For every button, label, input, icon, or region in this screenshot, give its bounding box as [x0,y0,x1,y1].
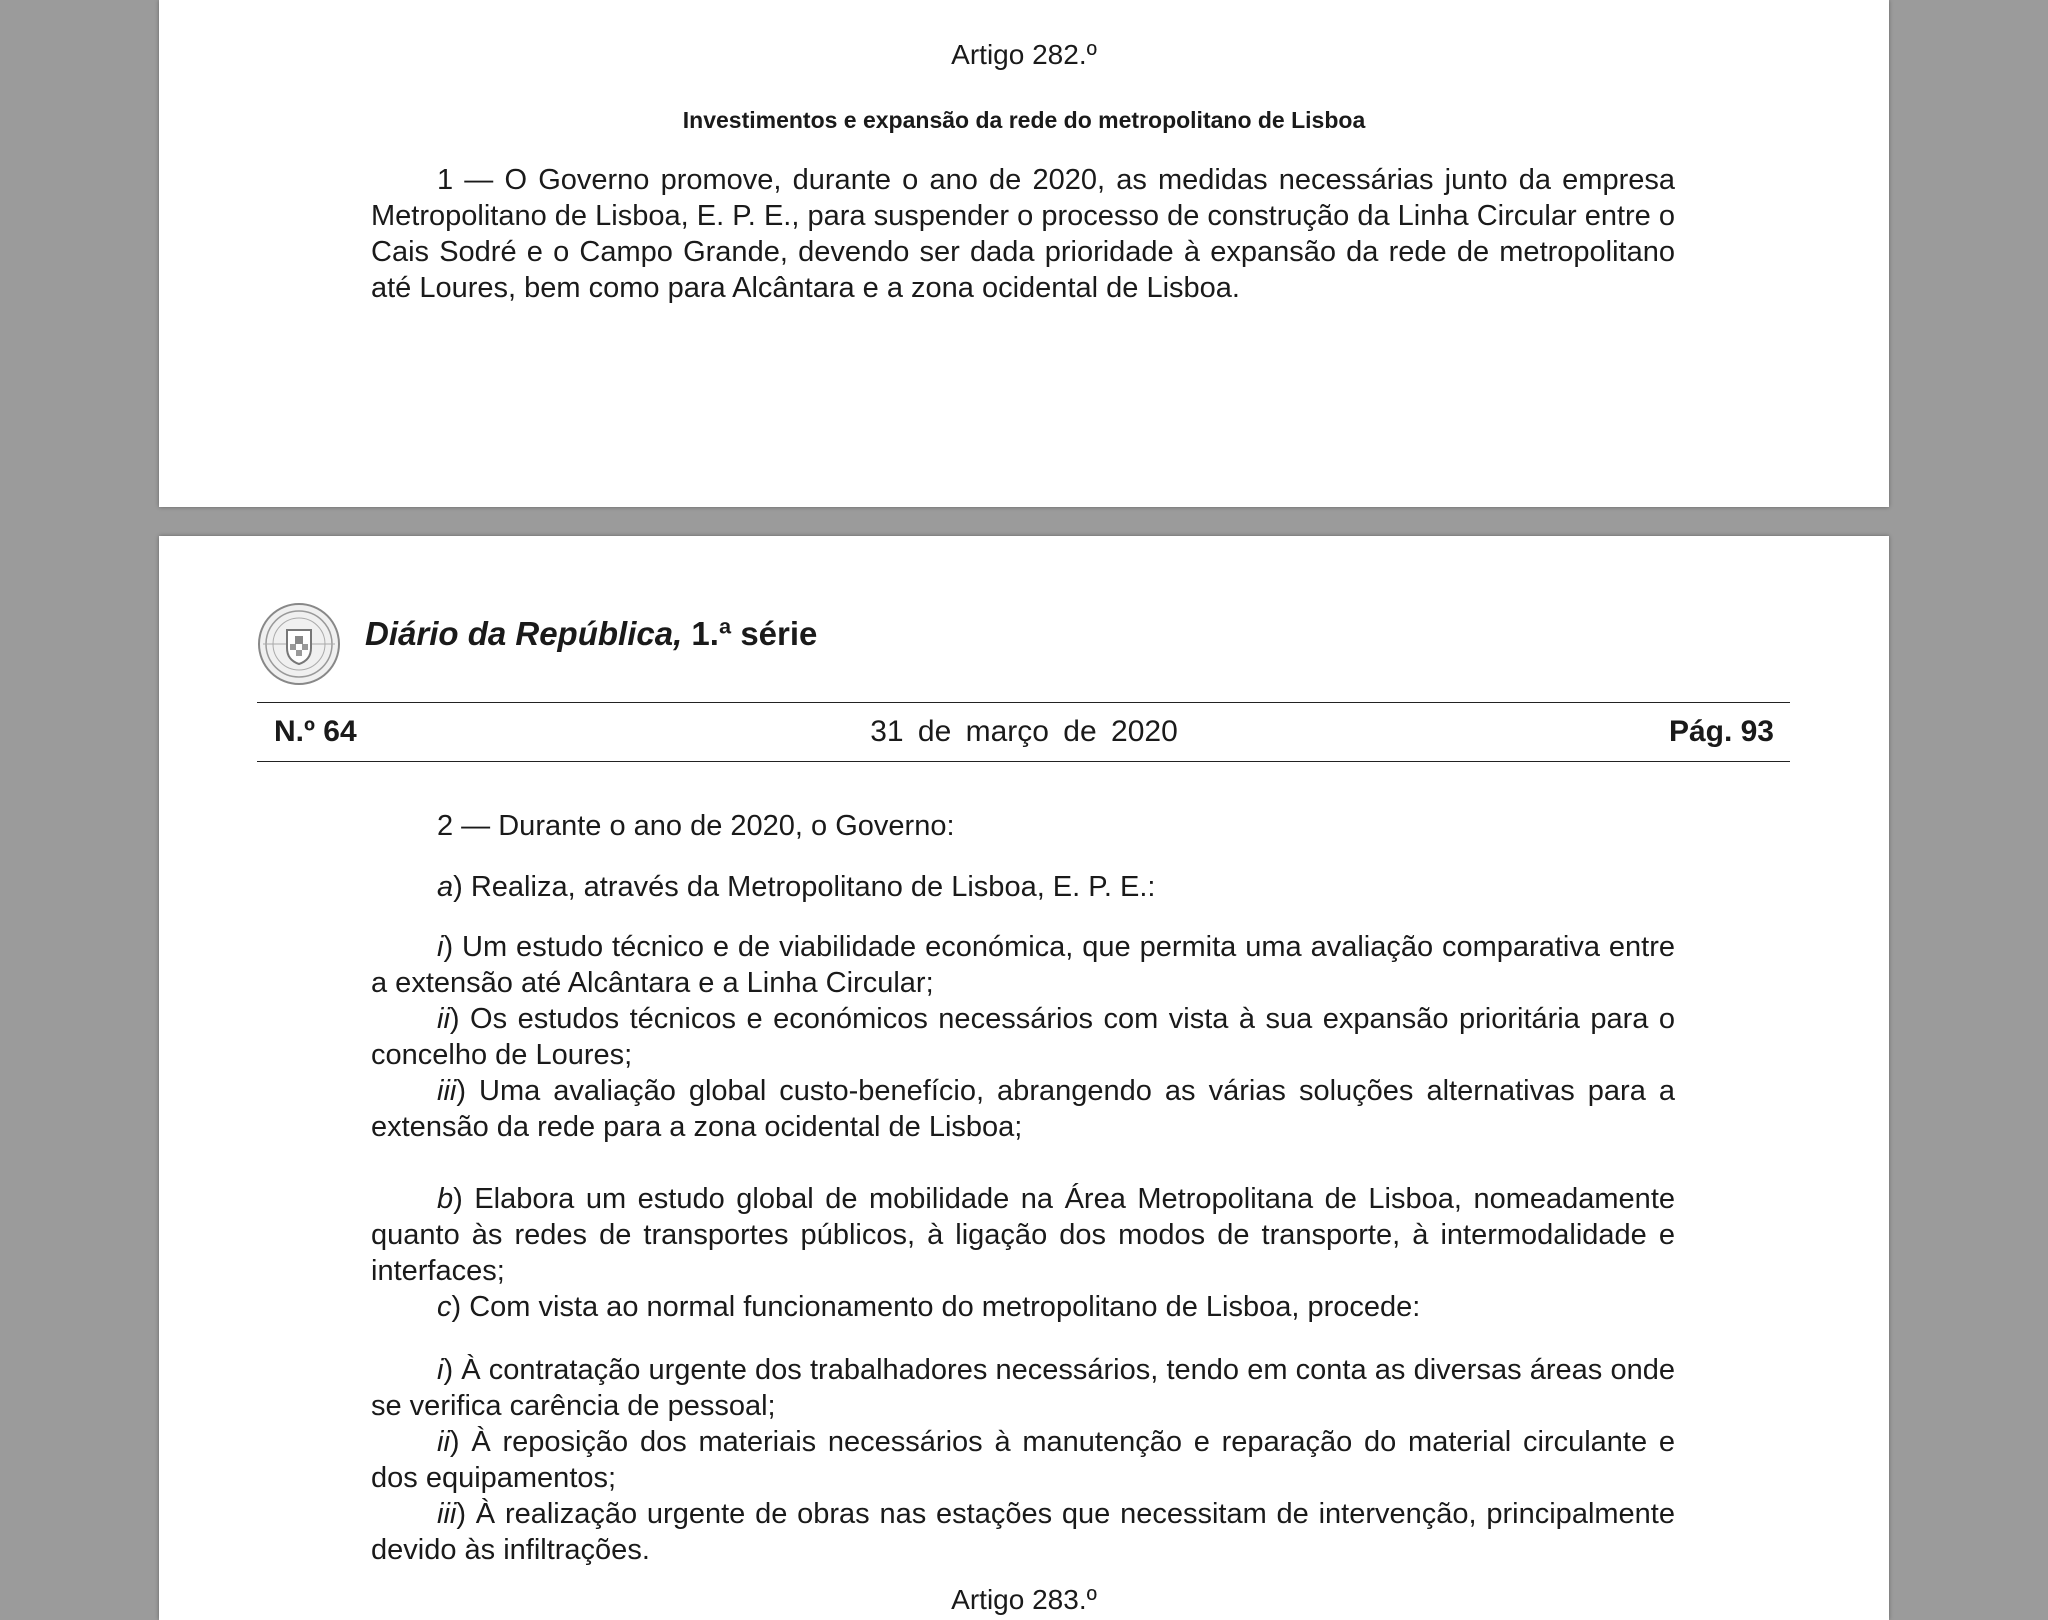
item-a-iii [371,1073,1675,1145]
next-article-title: Artigo 283.º [951,1584,1097,1615]
article-subtitle: Investimentos e expansão da rede do metropolitano de Lisboa [682,107,1366,133]
item-c-ii [371,1424,1675,1496]
item-a [437,869,1155,905]
item-a-i-mark: i [437,931,444,963]
item-c-i-mark: i [437,1354,444,1386]
item-c-iii-text: ) À realização urgente de obras nas estações que necessitam de intervenção, principalmente devido às infiltrações. [371,1498,1675,1566]
journal-series: 1.ª série [682,615,818,652]
item-c-iii-mark: iii [437,1498,457,1530]
item-b [371,1181,1675,1289]
journal-title [365,614,817,654]
item-c [437,1289,1420,1325]
paragraph-1-text: 1 — O Governo promove, durante o ano de 2020, as medidas necessárias junto da empresa Metropolitano de Lisboa, E. P. E., para suspender o processo de construção da Linha Circular entre o Cais Sodré e o Campo Grande, devendo ser dada prioridade à expansão da rede de metropolitano até Loures, bem como para Alcântara e a zona ocidental de Lisboa. [371,164,1675,304]
item-a-text: ) Realiza, através da Metropolitano de Lisboa, E. P. E.: [453,871,1156,903]
issue-number: N.º 64 [274,715,357,748]
header-top-rule [257,702,1790,703]
coat-of-arms-seal-icon [257,602,341,686]
document-page-1 [159,0,1889,507]
item-a-iii-text: ) Uma avaliação global custo-benefício, abrangendo as várias soluções alternativas para a extensão da rede para a zona ocidental de Lisboa; [371,1075,1675,1143]
item-c-ii-mark: ii [437,1426,450,1458]
item-c-text: ) Com vista ao normal funcionamento do metropolitano de Lisboa, procede: [451,1291,1421,1323]
item-c-iii [371,1496,1675,1568]
item-c-ii-text: ) À reposição dos materiais necessários à manutenção e reparação do material circulante e dos equipamentos; [371,1426,1675,1494]
item-a-i [371,929,1675,1001]
item-a-ii-text: ) Os estudos técnicos e económicos necessários com vista à sua expansão prioritária para o concelho de Loures; [371,1003,1675,1071]
item-b-text: ) Elabora um estudo global de mobilidade na Área Metropolitana de Lisboa, nomeadamente quanto às redes de transportes públicos, à ligação dos modos de transporte, à intermodalidade e interfaces; [371,1183,1675,1287]
item-a-iii-mark: iii [437,1075,457,1107]
item-a-ii-mark: ii [437,1003,450,1035]
document-page-2 [159,536,1889,1620]
page-number: Pág. 93 [1668,715,1774,748]
article-title: Artigo 282.º [951,39,1097,70]
header-bottom-rule [257,761,1790,762]
item-a-mark: a [437,871,454,903]
item-c-i [371,1352,1675,1424]
item-a-ii [371,1001,1675,1073]
paragraph-1 [371,162,1675,306]
item-b-mark: b [437,1183,454,1215]
item-c-i-text: ) À contratação urgente dos trabalhadores necessários, tendo em conta as diversas áreas onde se verifica carência de pessoal; [371,1354,1675,1422]
journal-name: Diário da República, [365,615,683,652]
item-c-mark: c [437,1291,452,1323]
issue-date: 31 de março de 2020 [870,715,1178,748]
paragraph-2: 2 — Durante o ano de 2020, o Governo: [437,810,955,842]
item-a-i-text: ) Um estudo técnico e de viabilidade económica, que permita uma avaliação comparativa entre a extensão até Alcântara e a Linha Circular; [371,931,1675,999]
